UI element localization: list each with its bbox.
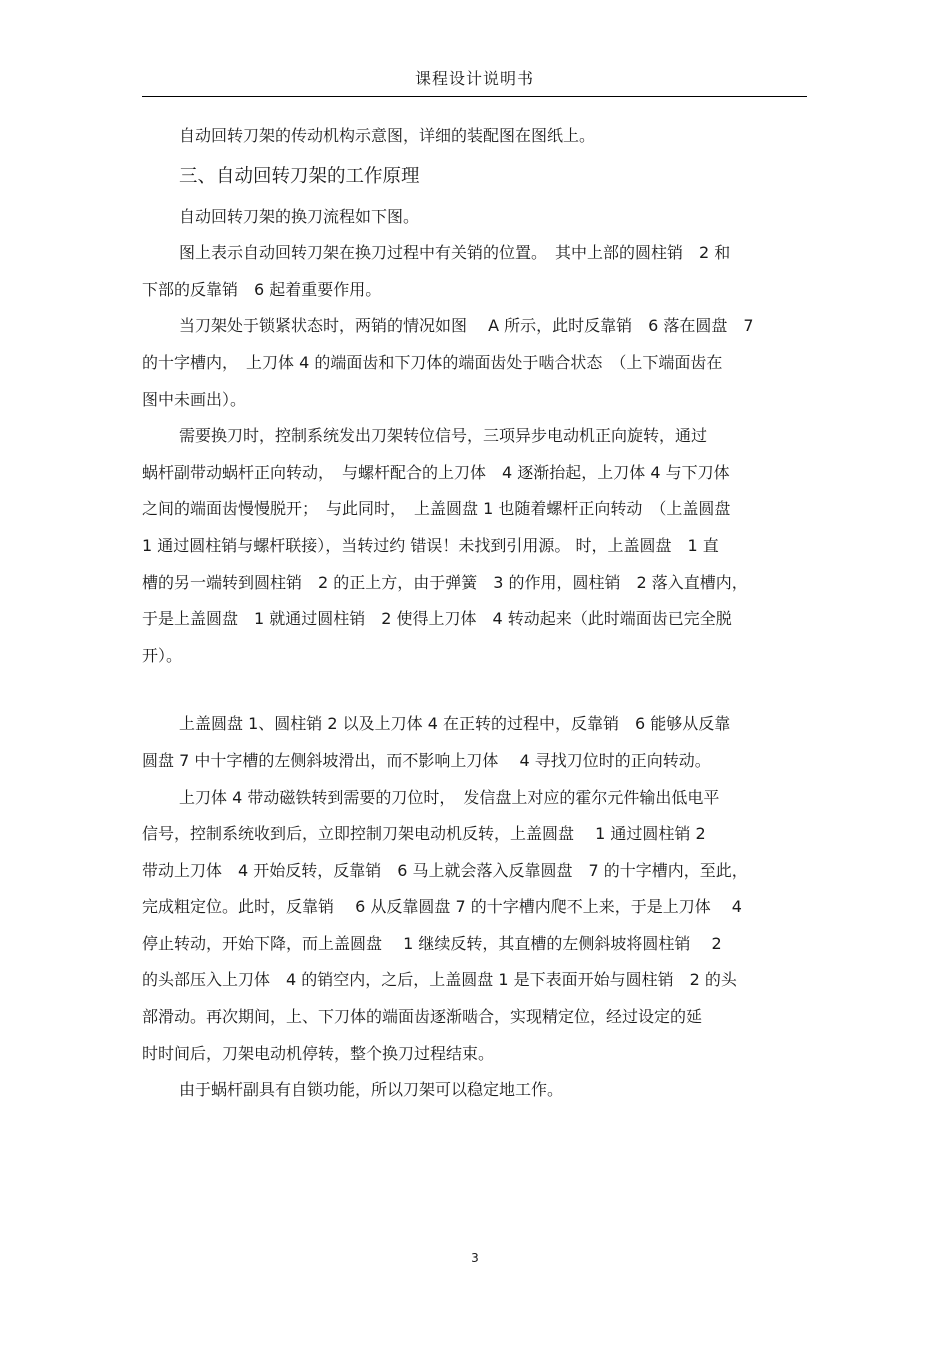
paragraph-line: 信号，控制系统收到后，立即控制刀架电动机反转，上盖圆盘 1 通过圆柱销 2 bbox=[142, 824, 706, 844]
document-body bbox=[142, 118, 807, 1109]
paragraph-line: 当刀架处于锁紧状态时，两销的情况如图 A 所示，此时反靠销 6 落在圆盘 7 bbox=[179, 316, 754, 336]
paragraph-line: 开）。 bbox=[142, 645, 183, 665]
paragraph-line: 上盖圆盘 1、圆柱销 2 以及上刀体 4 在正转的过程中，反靠销 6 能够从反靠 bbox=[179, 714, 731, 734]
paragraph-line: 完成粗定位。此时，反靠销 6 从反靠圆盘 7 的十字槽内爬不上来，于是上刀体 4 bbox=[142, 897, 742, 917]
paragraph-line: 蜗杆副带动蜗杆正向转动， 与螺杆配合的上刀体 4 逐渐抬起，上刀体 4 与下刀体 bbox=[142, 462, 730, 482]
section-heading: 三、自动回转刀架的工作原理 bbox=[179, 165, 420, 187]
paragraph-line: 部滑动。再次期间，上、下刀体的端面齿逐渐啮合，实现精定位，经过设定的延 bbox=[142, 1007, 703, 1027]
paragraph-line: 1 通过圆柱销与螺杆联接），当转过约 错误！未找到引用源。 时，上盖圆盘 1 直 bbox=[142, 535, 719, 555]
paragraph-line: 的头部压入上刀体 4 的销空内，之后，上盖圆盘 1 是下表面开始与圆柱销 2 的头 bbox=[142, 970, 737, 990]
paragraph-line: 自动回转刀架的传动机构示意图，详细的装配图在图纸上。 bbox=[179, 126, 596, 145]
paragraph-line: 下部的反靠销 6 起着重要作用。 bbox=[142, 279, 382, 299]
paragraph-line: 图上表示自动回转刀架在换刀过程中有关销的位置。 其中上部的圆柱销 2 和 bbox=[179, 243, 731, 263]
paragraph-line: 上刀体 4 带动磁铁转到需要的刀位时， 发信盘上对应的霍尔元件输出低电平 bbox=[179, 787, 720, 807]
paragraph-line: 由于蜗杆副具有自锁功能，所以刀架可以稳定地工作。 bbox=[179, 1080, 564, 1100]
paragraph-line: 图中未画出）。 bbox=[142, 389, 247, 409]
paragraph-line: 自动回转刀架的换刀流程如下图。 bbox=[179, 206, 420, 226]
page-header bbox=[142, 62, 807, 97]
paragraph-line: 之间的端面齿慢慢脱开； 与此同时， 上盖圆盘 1 也随着螺杆正向转动 （上盖圆盘 bbox=[142, 499, 731, 519]
page-number: 3 bbox=[471, 1251, 479, 1265]
paragraph-line: 的十字槽内， 上刀体 4 的端面齿和下刀体的端面齿处于啮合状态 （上下端面齿在 bbox=[142, 352, 723, 372]
paragraph-line: 需要换刀时，控制系统发出刀架转位信号，三项异步电动机正向旋转，通过 bbox=[179, 426, 708, 446]
paragraph-line: 时时间后，刀架电动机停转，整个换刀过程结束。 bbox=[142, 1043, 495, 1063]
paragraph-line: 停止转动，开始下降，而上盖圆盘 1 继续反转，其直槽的左侧斜坡将圆柱销 2 bbox=[142, 933, 722, 953]
paragraph-gap bbox=[142, 674, 807, 706]
paragraph-line: 圆盘 7 中十字槽的左侧斜坡滑出，而不影响上刀体 4 寻找刀位时的正向转动。 bbox=[142, 750, 711, 770]
paragraph-line: 槽的另一端转到圆柱销 2 的正上方，由于弹簧 3 的作用，圆柱销 2 落入直槽内， bbox=[142, 572, 748, 592]
paragraph-line: 于是上盖圆盘 1 就通过圆柱销 2 使得上刀体 4 转动起来（此时端面齿已完全脱 bbox=[142, 609, 732, 629]
header-title: 课程设计说明书 bbox=[414, 69, 534, 88]
paragraph-line: 带动上刀体 4 开始反转，反靠销 6 马上就会落入反靠圆盘 7 的十字槽内，至此， bbox=[142, 860, 748, 880]
